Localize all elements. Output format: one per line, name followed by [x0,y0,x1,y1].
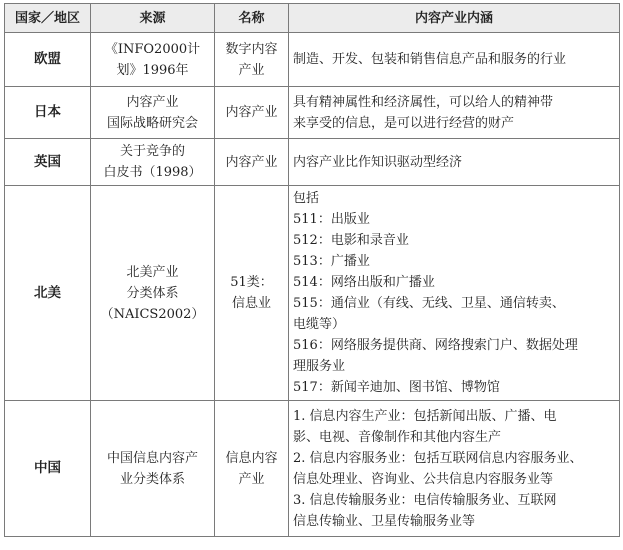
cell-meaning-line: 1. 信息内容生产业：包括新闻出版、广播、电 [293,408,557,424]
cell-meaning [289,186,620,401]
cell-name-line: 信息业 [231,296,271,311]
cell-meaning-line: 影、电视、音像制作和其他内容生产 [293,429,502,445]
cell-meaning-line: 515：通信业（有线、无线、卫星、通信转卖、 [293,296,565,311]
header-country: 国家／地区 [5,4,91,33]
cell-meaning-line: 511：出版业 [293,212,370,227]
cell-meaning-line: 2. 信息内容服务业：包括互联网信息内容服务业、 [293,450,583,466]
cell-name-line: 内容产业 [225,105,278,120]
cell-source-line: 划》1996年 [116,62,189,78]
cell-meaning-line: 3. 信息传输服务业：电信传输服务业、互联网 [293,492,557,508]
cell-source-line: 关于竞争的 [119,144,185,159]
cell-meaning-line: 517：新闻辛迪加、图书馆、博物馆 [293,380,500,395]
cell-meaning [289,139,620,186]
cell-meaning-line: 512：电影和录音业 [293,233,409,248]
cell-source [91,401,215,537]
cell-meaning-line: 理服务业 [293,359,346,374]
header-meaning: 内容产业内涵 [289,4,620,33]
cell-name [215,33,289,87]
cell-name [215,186,289,401]
cell-meaning-line: 具有精神属性和经济属性，可以给人的精神带 [293,94,554,110]
table-row [5,401,620,537]
cell-meaning-line: 包括 [293,191,320,206]
cell-country: 日本 [5,87,91,139]
cell-source [91,33,215,87]
cell-meaning-line: 电缆等） [293,317,346,332]
cell-meaning-line: 513：广播业 [293,254,370,269]
cell-source [91,87,215,139]
cell-country: 中国 [5,401,91,537]
cell-meaning [289,87,620,139]
header-name: 名称 [215,4,289,33]
header-row [5,4,620,33]
cell-source-line: 北美产业 [126,264,179,280]
cell-name [215,139,289,186]
industry-definition-table [4,3,620,537]
cell-source-line: 白皮书（1998） [103,165,202,180]
cell-name [215,401,289,537]
table-row [5,87,620,139]
table-row [5,139,620,186]
cell-name-line: 内容产业 [225,154,278,170]
cell-source-line: 国际战略研究会 [106,115,198,131]
cell-source-line: 分类体系 [126,285,179,301]
header-source: 来源 [91,4,215,33]
cell-name-line: 51类： [230,275,273,290]
cell-country: 北美 [5,186,91,401]
table-row [5,186,620,401]
cell-meaning-line: 内容产业比作知识驱动型经济 [293,154,463,170]
cell-source [91,186,215,401]
cell-meaning [289,33,620,87]
cell-meaning-line: 来享受的信息，是可以进行经营的财产 [293,115,515,131]
cell-source-line: 《INFO2000计 [104,41,201,57]
cell-name [215,87,289,139]
cell-name-line: 产业 [238,62,265,78]
table-row [5,33,620,87]
cell-name-line: 产业 [238,471,265,487]
cell-meaning-line: 信息处理业、咨询业、公共信息内容服务业等 [293,471,554,487]
cell-meaning [289,401,620,537]
cell-source-line: 内容产业 [126,94,179,110]
cell-country: 英国 [5,139,91,186]
cell-source-line: （NAICS2002） [100,306,205,322]
cell-name-line: 数字内容 [225,41,278,57]
cell-country: 欧盟 [5,33,91,87]
cell-source-line: 业分类体系 [119,471,185,487]
cell-meaning-line: 516：网络服务提供商、网络搜索门户、数据处理 [293,338,578,353]
cell-meaning-line: 信息传输业、卫星传输服务业等 [293,513,476,529]
cell-source [91,139,215,186]
cell-meaning-line: 514：网络出版和广播业 [293,275,435,290]
cell-meaning-line: 制造、开发、包装和销售信息产品和服务的行业 [293,52,567,67]
cell-name-line: 信息内容 [225,450,278,466]
cell-source-line: 中国信息内容产 [106,450,198,466]
